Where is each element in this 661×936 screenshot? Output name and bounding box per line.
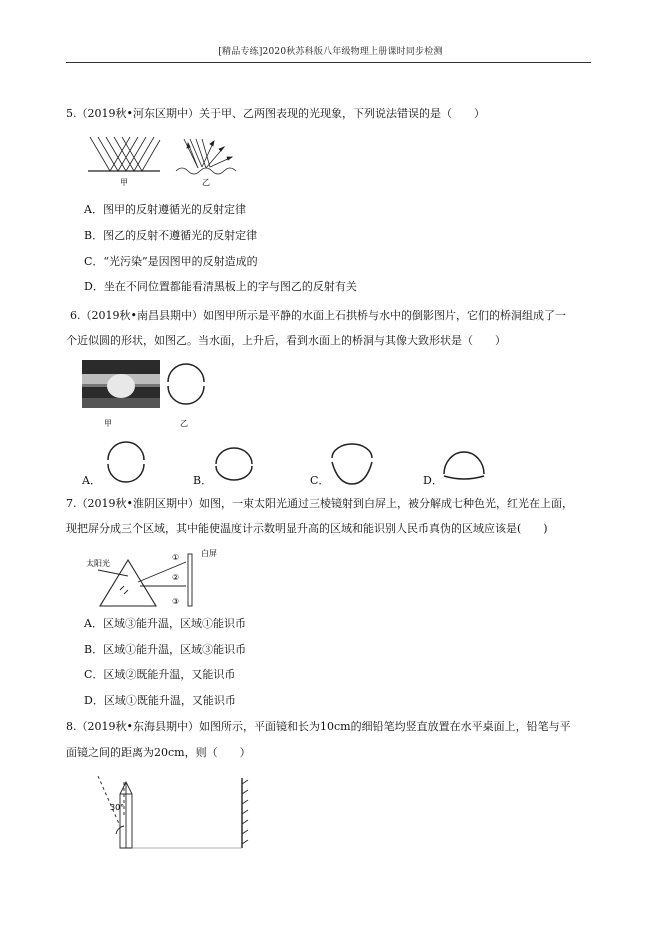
q7-option-d[interactable]: D．区域①既能升温，又能识币 — [84, 694, 236, 707]
q5-fig-yi-diffuse — [176, 139, 236, 174]
q8-figure — [92, 776, 252, 850]
q6-option-a-shape — [102, 438, 150, 486]
header-divider — [66, 62, 591, 63]
q6-option-c-shape — [328, 440, 376, 486]
q7-option-a[interactable]: A．区域③能升温，区域①能识币 — [84, 617, 246, 630]
q6-option-b-shape — [212, 446, 256, 484]
q5-fig-label-jia: 甲 — [120, 178, 128, 187]
q5-figure — [84, 135, 244, 193]
q6-fig-yi-circle — [168, 364, 204, 404]
q7-label-screen: 白屏 — [201, 549, 217, 558]
q5-fig-jia-specular — [88, 137, 160, 171]
page-header: [精品专练]2020秋苏科版八年级物理上册课时同步检测 — [218, 47, 443, 57]
q8-label-angle: 30° — [110, 803, 125, 812]
q5-option-a[interactable]: A．图甲的反射遵循光的反射定律 — [84, 203, 246, 216]
q5-option-b[interactable]: B．图乙的反射不遵循光的反射定律 — [84, 229, 258, 242]
q7-stem-line1: 7.（2019秋•淮阴区期中）如图，一束太阳光通过三棱镜射到白屏上，被分解成七种色光，红光在上面， — [66, 497, 573, 510]
q8-dashed-line — [98, 776, 120, 826]
q6-option-d[interactable]: D． — [423, 474, 443, 487]
q7-label-zone-2: ② — [172, 573, 180, 582]
q7-label-zone-1: ① — [172, 553, 180, 562]
q7-option-b[interactable]: B．区域①能升温，区域③能识币 — [84, 643, 247, 656]
q7-stem-line2: 现把屏分成三个区域，其中能使温度计示数明显升高的区域和能识别人民币真伪的区域应该是( ) — [66, 522, 548, 535]
q6-option-b[interactable]: B． — [193, 474, 213, 487]
q6-stem-line2: 个近似圆的形状，如图乙。当水面，上升后，看到水面上的桥洞与其像大致形状是（ ） — [66, 334, 506, 347]
q6-option-d-shape — [440, 448, 488, 484]
q5-fig-label-yi: 乙 — [202, 178, 210, 187]
q6-figure — [82, 360, 216, 432]
q8-stem-line1: 8.（2019秋•东海县期中）如图所示，平面镜和长为10cm的细铅笔均竖直放置在水平桌面上，铅笔与平 — [66, 720, 571, 733]
q7-label-sun: 太阳光 — [86, 559, 110, 568]
q7-figure — [84, 546, 224, 610]
q6-fig-label-jia: 甲 — [104, 419, 112, 428]
q8-stem-line2: 面镜之间的距离为20cm，则（ ） — [66, 746, 251, 759]
q6-option-a[interactable]: A． — [82, 474, 101, 487]
q7-option-c[interactable]: C．区域②既能升温，又能识币 — [84, 668, 236, 681]
q6-option-c[interactable]: C． — [310, 474, 330, 487]
q7-label-zone-3: ③ — [172, 597, 180, 606]
q5-option-c[interactable]: C．“光污染”是因图甲的反射造成的 — [84, 255, 258, 268]
q5-stem: 5.（2019秋•河东区期中）关于甲、乙两图表现的光现象，下列说法错误的是（ ） — [66, 107, 485, 120]
q7-screen — [188, 554, 192, 606]
q6-stem-line1: 6.（2019秋•南昌县期中）如图甲所示是平静的水面上石拱桥与水中的倒影图片，它们的桥洞组成了一 — [70, 309, 566, 322]
q7-incident-ray — [98, 570, 128, 576]
q6-fig-label-yi: 乙 — [180, 419, 188, 428]
q6-fig-jia-photo — [82, 360, 160, 408]
q5-option-d[interactable]: D．坐在不同位置都能看清黑板上的字与图乙的反射有关 — [84, 280, 357, 293]
